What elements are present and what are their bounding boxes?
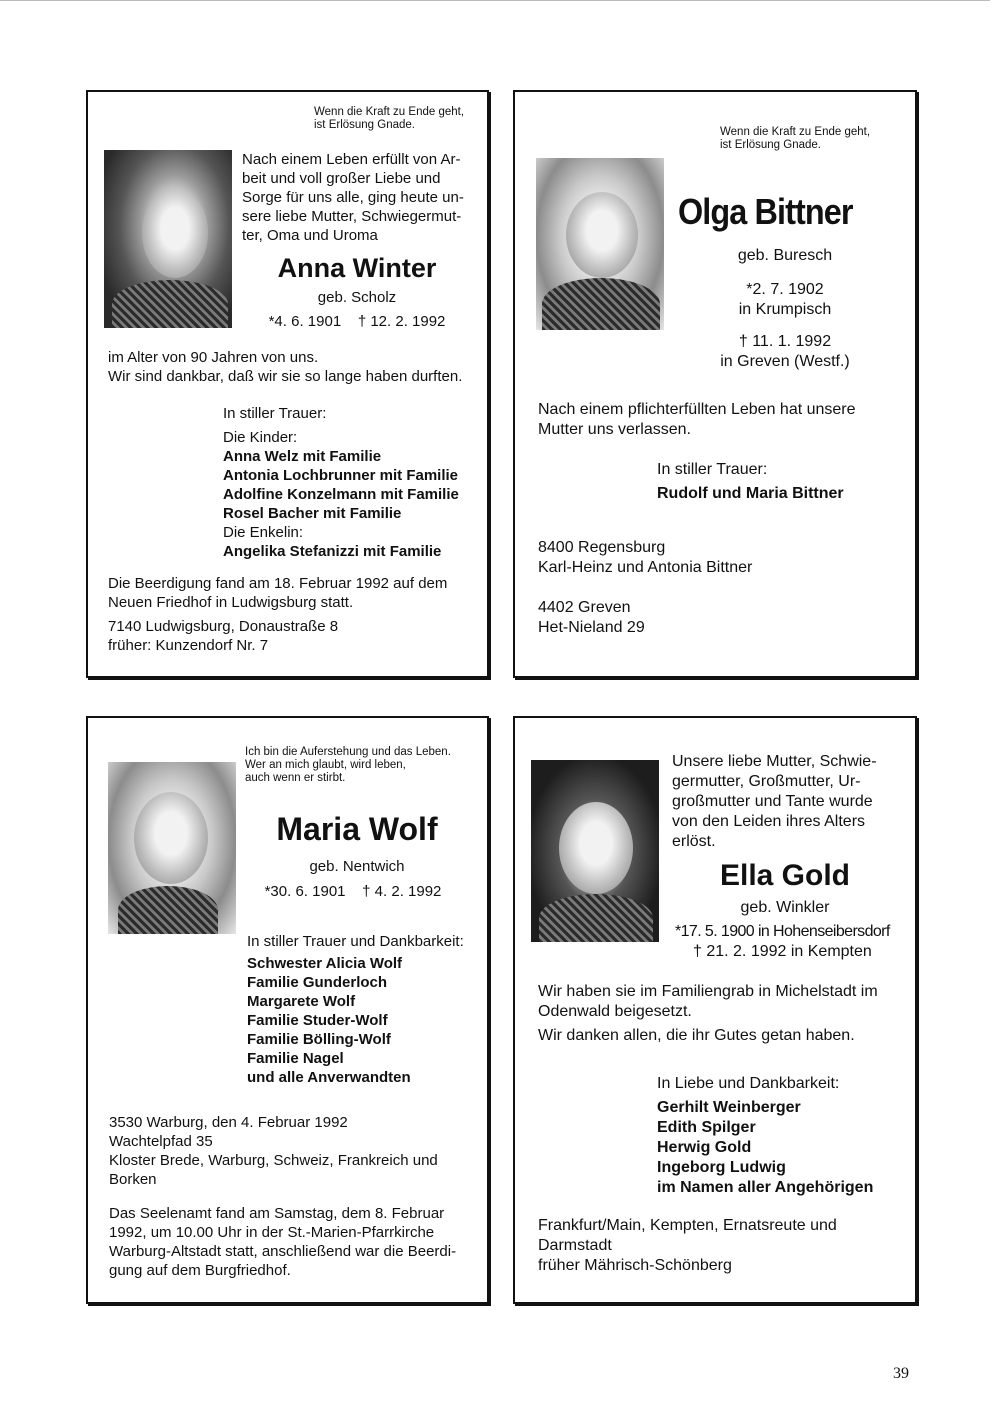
intro-text: Nach einem Leben erfüllt von Ar- beit und voll großer Liebe und Sorge für uns alle, ging heute un- sere liebe Mutter, Schwiegermut- ter, Oma und Uroma	[242, 151, 464, 244]
death-info: † 21. 2. 1992 in Kempten	[693, 943, 872, 960]
mourner: Edith Spilger	[657, 1119, 756, 1136]
deceased-name: Olga Bittner	[678, 191, 853, 232]
birth-info: *2. 7. 1902 in Krumpisch	[738, 281, 832, 318]
mourner: Antonia Lochbrunner mit Familie	[223, 467, 459, 484]
maiden-name: geb. Scholz	[317, 289, 397, 306]
mourner: und alle Anverwandten	[247, 1069, 411, 1086]
burial-text: Wir haben sie im Familiengrab in Michelstadt im Odenwald beigesetzt.	[538, 983, 878, 1020]
death-info: † 11. 1. 1992 in Greven (Westf.)	[720, 333, 850, 370]
obituary-olga-bittner	[513, 90, 917, 678]
obituary-maria-wolf	[86, 716, 489, 1304]
mourner: Rudolf und Maria Bittner	[657, 485, 844, 502]
deceased-name: Anna Winter	[277, 253, 437, 283]
maiden-name: geb. Buresch	[737, 247, 833, 264]
mourners-block: In stiller Trauer und Dankbarkeit: Schwester Alicia Wolf Familie Gunderloch Margarete Wolf Familie Studer-Wolf Familie Bölling-Wolf Familie Nagel und alle Anverwandten	[247, 933, 464, 1086]
deceased-name: Ella Gold	[719, 859, 851, 892]
mourner: Gerhilt Weinberger	[657, 1099, 801, 1116]
obituary-ella-gold	[513, 716, 917, 1304]
funeral-info: Die Beerdigung fand am 18. Februar 1992 auf dem Neuen Friedhof in Ludwigsburg statt.	[108, 575, 448, 611]
mourner: Herwig Gold	[657, 1139, 752, 1156]
address: 7140 Ludwigsburg, Donaustraße 8 früher: Kunzendorf Nr. 7	[108, 618, 339, 654]
mourner: Rosel Bacher mit Familie	[223, 505, 402, 522]
maiden-name: geb. Nentwich	[309, 858, 405, 875]
mourner: Anna Welz mit Familie	[223, 448, 382, 465]
birth-info: *17. 5. 1900 in Hohenseibersdorf	[675, 923, 890, 940]
mourner: Schwester Alicia Wolf	[247, 955, 403, 972]
motto: Wenn die Kraft zu Ende geht, ist Erlösung Gnade.	[314, 106, 465, 131]
mourner: im Namen aller Angehörigen	[657, 1179, 874, 1196]
outro-text: im Alter von 90 Jahren von uns. Wir sind dankbar, daß wir sie so lange haben durften.	[108, 349, 463, 385]
portrait-photo	[104, 150, 232, 328]
page-number: 39	[893, 1365, 909, 1382]
intro-text: Unsere liebe Mutter, Schwie- germutter, Großmutter, Ur- großmutter und Tante wurde von den Leiden ihres Alters erlöst.	[672, 753, 877, 850]
service-info: Das Seelenamt fand am Samstag, dem 8. Februar 1992, um 10.00 Uhr in der St.-Marien-Pfarrkirche Warburg-Altstadt statt, anschließend war die Beerdi- gung auf dem Burgfriedhof.	[109, 1205, 457, 1279]
mourner: Adolfine Konzelmann mit Familie	[223, 486, 459, 503]
mourners-block: In stiller Trauer: Die Kinder: Anna Welz mit Familie Antonia Lochbrunner mit Familie Adolfine Konzelmann mit Familie Rosel Bacher mit Familie Die Enkelin: Angelika Stefanizzi mit Familie	[223, 405, 459, 560]
mourner: Familie Nagel	[247, 1050, 344, 1067]
address: Frankfurt/Main, Kempten, Ernatsreute und Darmstadt früher Mährisch-Schönberg	[538, 1217, 837, 1274]
motto: Ich bin die Auferstehung und das Leben. Wer an mich glaubt, wird leben, auch wenn er stirbt.	[245, 746, 451, 784]
mourner: Familie Bölling-Wolf	[247, 1031, 391, 1048]
maiden-name: geb. Winkler	[740, 899, 830, 916]
mourner: Familie Gunderloch	[247, 974, 388, 991]
portrait-photo	[108, 762, 236, 934]
deceased-name: Maria Wolf	[276, 811, 438, 847]
mourner: Ingeborg Ludwig	[657, 1159, 786, 1176]
thanks-text: Wir danken allen, die ihr Gutes getan haben.	[538, 1027, 855, 1044]
mourner: Angelika Stefanizzi mit Familie	[223, 543, 442, 560]
life-dates: *30. 6. 1901 † 4. 2. 1992	[264, 883, 442, 900]
motto: Wenn die Kraft zu Ende geht, ist Erlösung Gnade.	[720, 126, 871, 151]
mourners-block: In stiller Trauer: Rudolf und Maria Bittner	[657, 461, 844, 502]
address-greven: 4402 Greven Het-Nieland 29	[538, 599, 645, 636]
obituary-anna-winter	[86, 90, 489, 678]
portrait-photo	[531, 760, 659, 942]
notice-text: Nach einem pflichterfüllten Leben hat unsere Mutter uns verlassen.	[538, 401, 856, 438]
address: 3530 Warburg, den 4. Februar 1992 Wachtelpfad 35 Kloster Brede, Warburg, Schweiz, Frankreich und Borken	[109, 1114, 438, 1188]
mourner: Margarete Wolf	[247, 993, 356, 1010]
mourner: Familie Studer-Wolf	[247, 1012, 388, 1029]
address-regensburg: 8400 Regensburg Karl-Heinz und Antonia Bittner	[538, 539, 753, 576]
mourners-block: In Liebe und Dankbarkeit: Gerhilt Weinberger Edith Spilger Herwig Gold Ingeborg Ludwig im Namen aller Angehörigen	[657, 1075, 874, 1196]
page-top-rule	[0, 0, 990, 1]
life-dates: *4. 6. 1901 † 12. 2. 1992	[268, 313, 446, 330]
portrait-photo	[536, 158, 664, 330]
